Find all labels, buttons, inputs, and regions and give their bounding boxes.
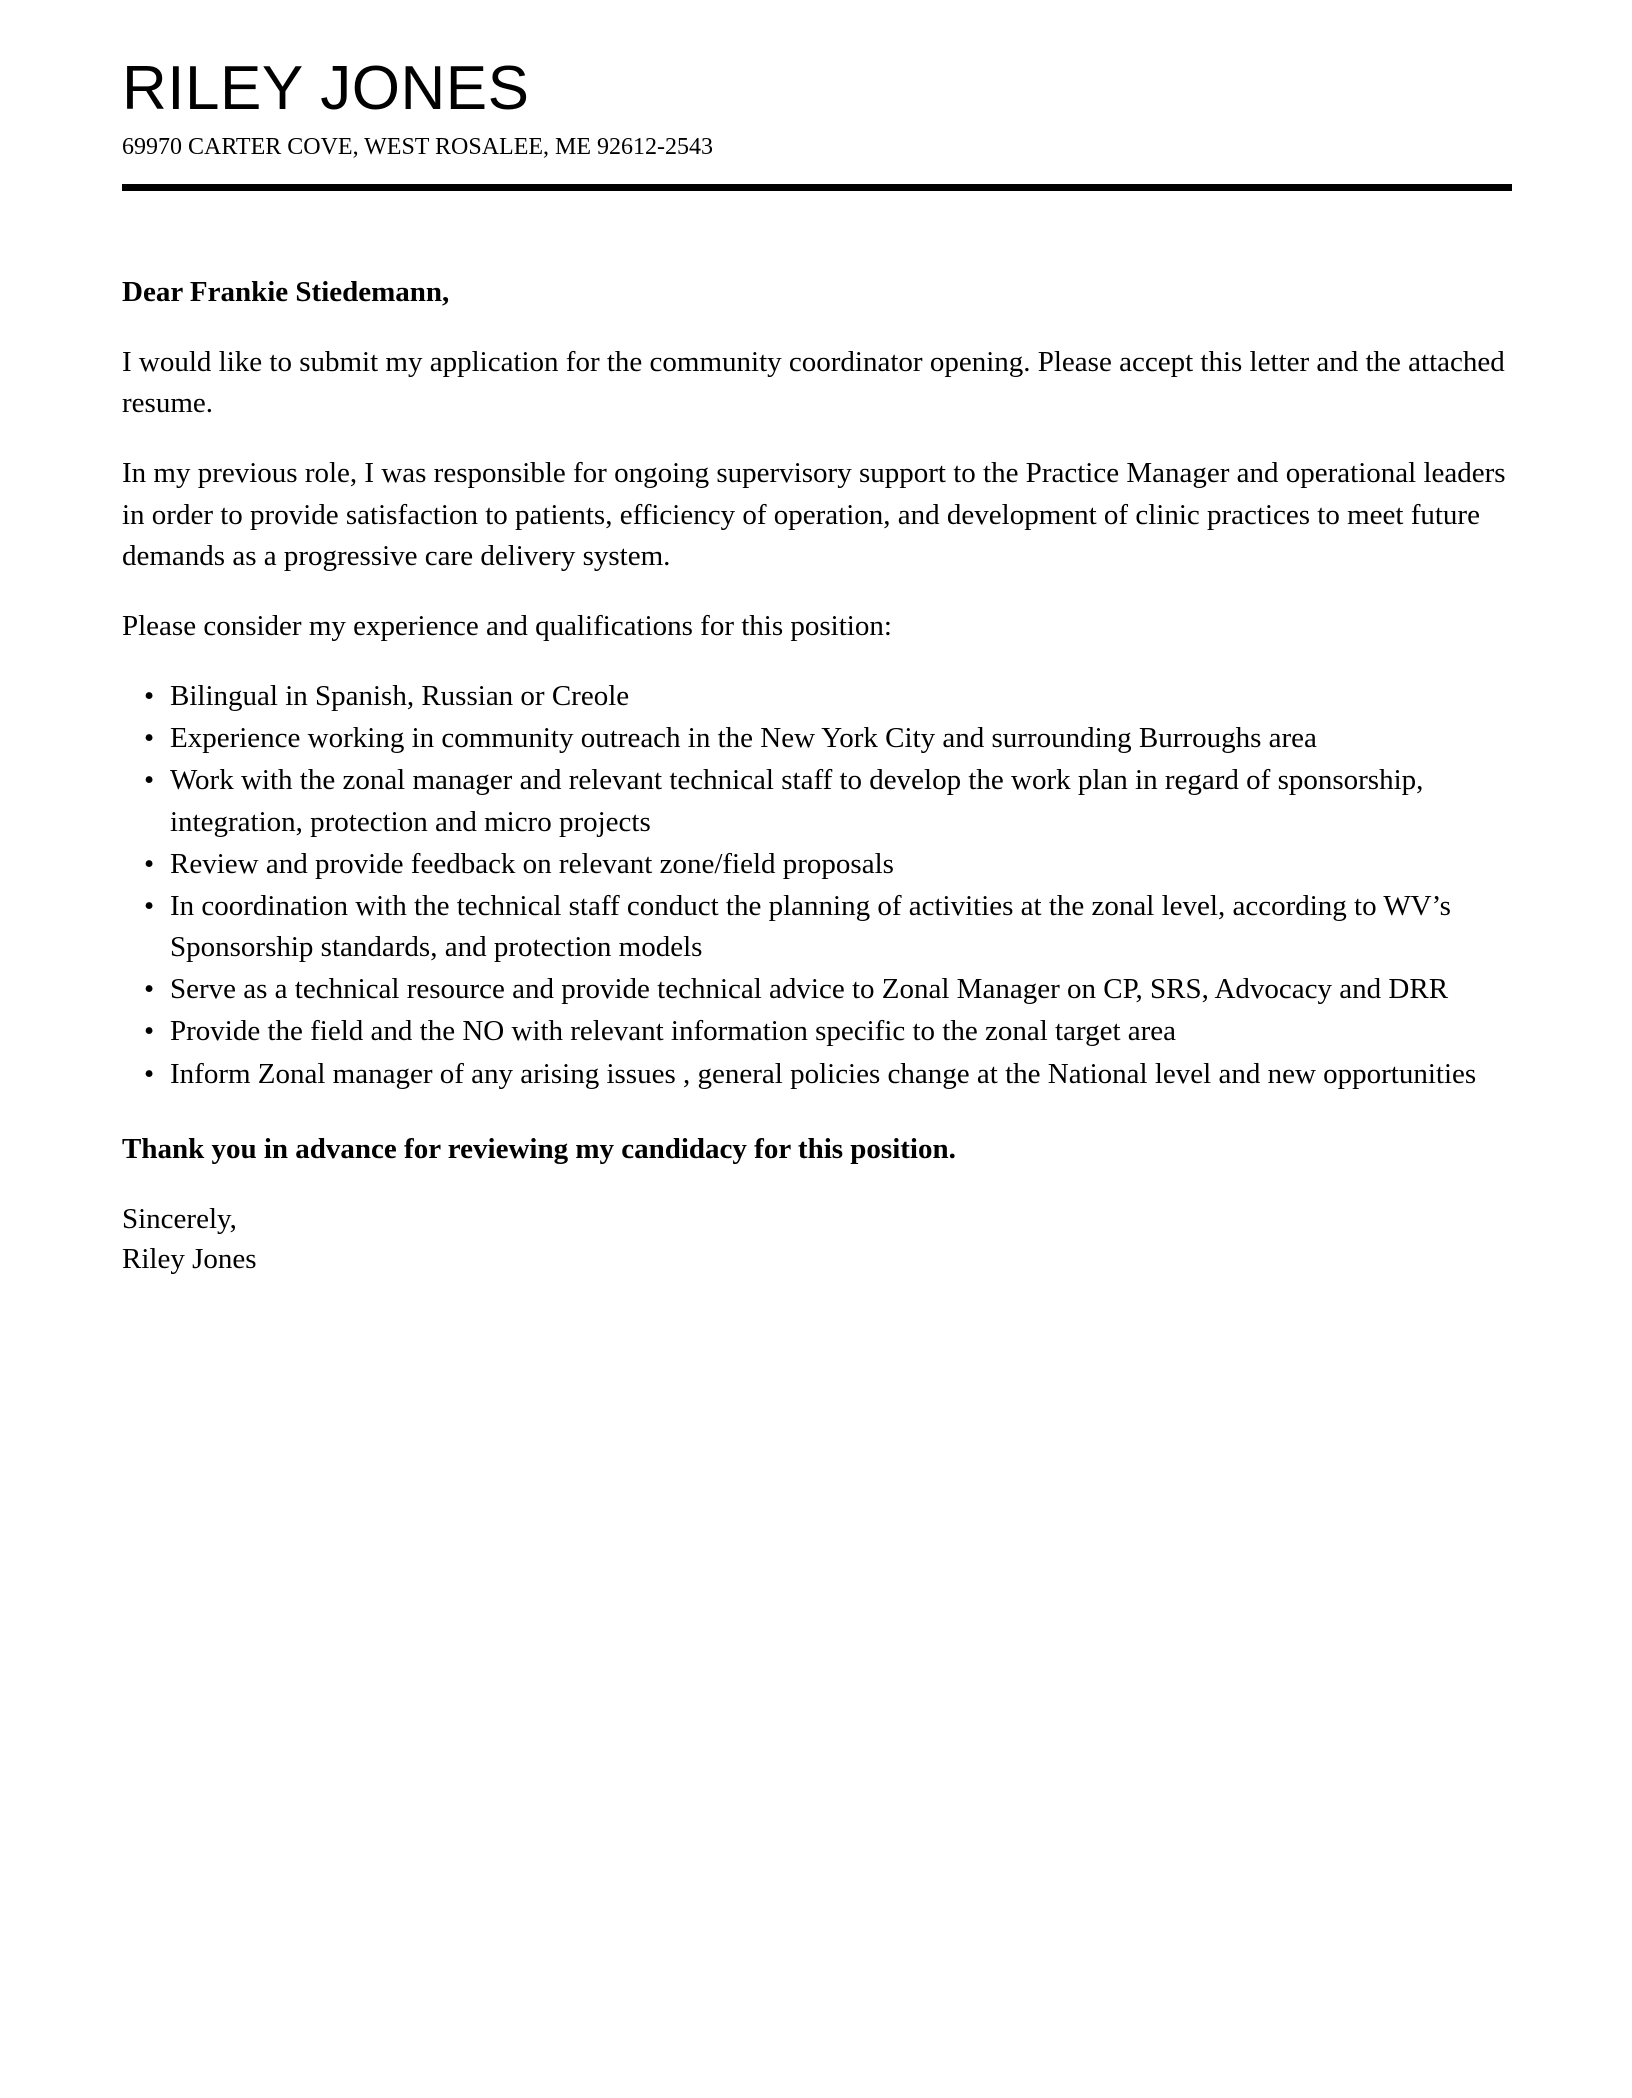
body-paragraph-1: I would like to submit my application for the community coordinator opening. Please accept this letter and the attached resume.: [122, 346, 1505, 420]
list-item-text: In coordination with the technical staff conduct the planning of activities at the zonal level, according to WV’s Sponsorship standards, and protection models: [170, 889, 1451, 964]
qualifications-list: [122, 676, 1512, 1095]
list-item: [122, 1011, 1512, 1052]
cover-letter: [122, 0, 1514, 1279]
signature-name: Riley Jones: [122, 1243, 257, 1276]
bullet-icon: •: [144, 722, 155, 755]
list-item-text: Review and provide feedback on relevant zone/field proposals: [170, 847, 894, 880]
list-item-text: Serve as a technical resource and provide technical advice to Zonal Manager on CP, SRS, Advocacy and DRR: [170, 973, 1449, 1006]
list-item: [122, 886, 1512, 968]
applicant-address: 69970 CARTER COVE, WEST ROSALEE, ME 92612-2543: [122, 134, 714, 161]
list-item: [122, 760, 1512, 842]
header-divider: [122, 184, 1512, 191]
bullet-icon: •: [144, 1057, 155, 1090]
bullet-icon: •: [144, 973, 155, 1006]
list-item: [122, 718, 1512, 759]
bullet-icon: •: [144, 764, 155, 797]
list-item-text: Inform Zonal manager of any arising issues , general policies change at the National level and new opportunities: [170, 1057, 1477, 1090]
bullet-icon: •: [144, 889, 155, 922]
qualifications-intro: Please consider my experience and qualifications for this position:: [122, 609, 892, 642]
body-paragraph-2: In my previous role, I was responsible for ongoing supervisory support to the Practice Manager and operational leaders in order to provide satisfaction to patients, efficiency of operation, and development of clinic practices to meet future demands as a progressive care delivery system.: [122, 457, 1506, 572]
list-item: [122, 969, 1512, 1010]
signoff: Sincerely,: [122, 1203, 237, 1236]
list-item: [122, 676, 1512, 717]
list-item: [122, 1054, 1512, 1095]
bullet-icon: •: [144, 680, 155, 713]
letter-body: [122, 273, 1512, 1280]
list-item: [122, 844, 1512, 885]
list-item-text: Provide the field and the NO with relevant information specific to the zonal target area: [170, 1015, 1177, 1048]
salutation: Dear Frankie Stiedemann,: [122, 275, 450, 308]
list-item-text: Work with the zonal manager and relevant technical staff to develop the work plan in regard of sponsorship, integration, protection and micro projects: [170, 764, 1424, 838]
list-item-text: Experience working in community outreach in the New York City and surrounding Burroughs area: [170, 722, 1317, 755]
bullet-icon: •: [144, 1015, 155, 1048]
bullet-icon: •: [144, 847, 155, 880]
letterhead: [122, 0, 1514, 191]
list-item-text: Bilingual in Spanish, Russian or Creole: [170, 680, 630, 713]
applicant-name: RILEY JONES: [122, 54, 530, 123]
thank-you-line: Thank you in advance for reviewing my candidacy for this position.: [122, 1132, 956, 1165]
